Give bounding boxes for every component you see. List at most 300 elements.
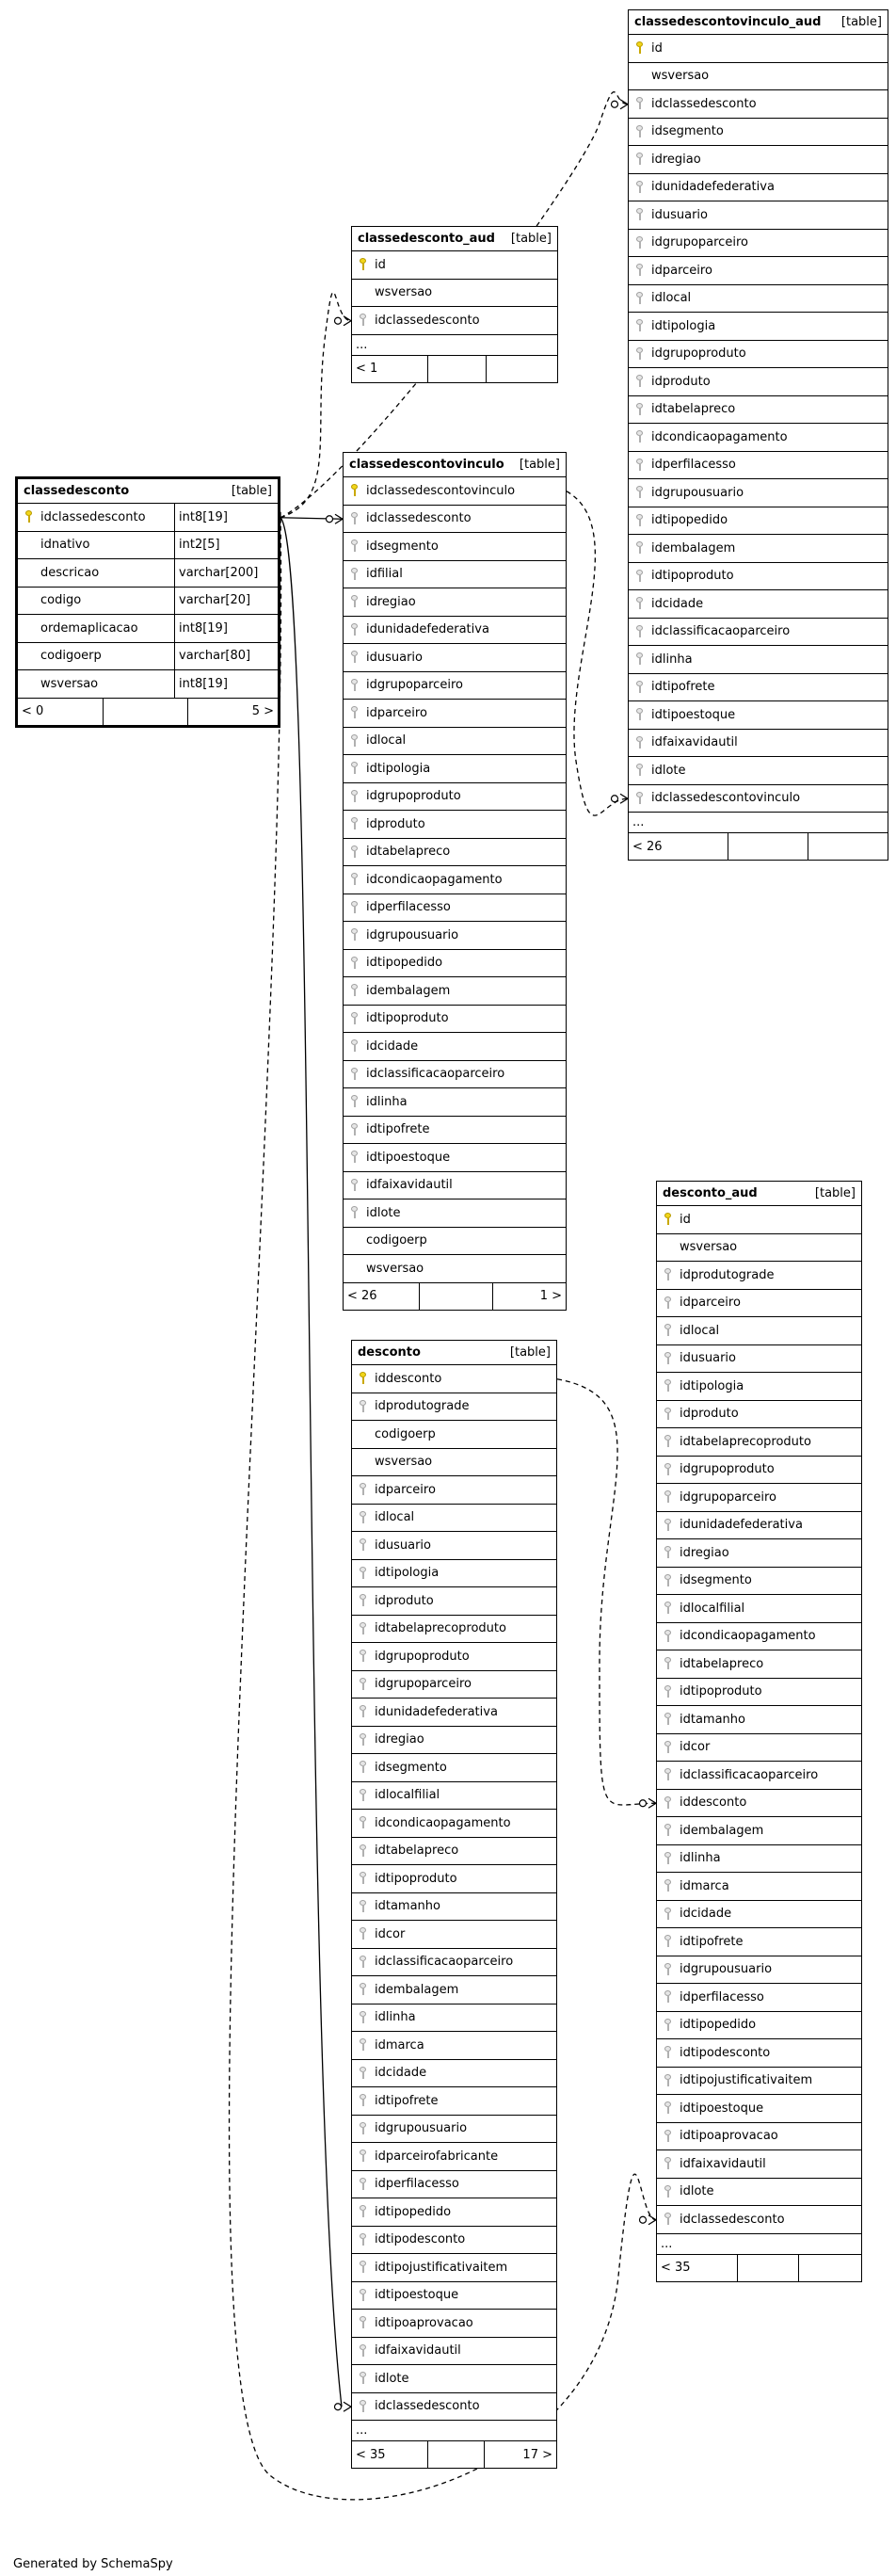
column-row[interactable] [657, 1956, 861, 1985]
column-row[interactable] [344, 1061, 566, 1089]
column-name[interactable]: idtipoproduto [680, 1684, 762, 1699]
column-name[interactable]: idsegmento [680, 1573, 752, 1588]
column-name[interactable]: idnativo [40, 538, 90, 553]
column-name[interactable]: idfaixavidautil [366, 1178, 453, 1193]
column-name[interactable]: idtamanho [680, 1712, 745, 1727]
column-name[interactable]: idtipoestoque [366, 1150, 451, 1165]
column-name[interactable]: idproduto [366, 816, 425, 831]
column-name[interactable]: idtipoestoque [680, 2101, 764, 2116]
column-row[interactable] [657, 1623, 861, 1651]
column-row[interactable] [344, 950, 566, 978]
column-name[interactable]: idtabelapreco [680, 1656, 764, 1671]
column-row[interactable] [344, 700, 566, 728]
column-row[interactable] [352, 1476, 556, 1505]
column-name[interactable]: idgrupoparceiro [651, 235, 748, 250]
column-row[interactable] [657, 1373, 861, 1401]
column-name[interactable]: idlote [680, 2184, 714, 2199]
column-name[interactable]: idusuario [375, 1538, 431, 1553]
column-row[interactable] [352, 2393, 556, 2422]
column-row[interactable] [657, 2179, 861, 2207]
column-name[interactable]: idusuario [680, 1351, 736, 1366]
column-name[interactable]: idtipoproduto [651, 569, 734, 584]
column-name[interactable]: idproduto [680, 1407, 739, 1422]
column-name[interactable]: codigo [40, 593, 82, 608]
column-name[interactable]: idclassedescontovinculo [651, 791, 801, 806]
column-row[interactable] [629, 230, 888, 258]
column-name[interactable]: idfaixavidautil [680, 2156, 766, 2171]
column-name[interactable]: idclassedescontovinculo [366, 483, 516, 498]
column-row[interactable] [629, 201, 888, 230]
table-name[interactable]: classedesconto_aud [358, 232, 495, 246]
column-name[interactable]: idprodutograde [375, 1399, 470, 1414]
column-row[interactable] [352, 2143, 556, 2171]
column-row[interactable] [657, 1762, 861, 1790]
column-row[interactable] [344, 1255, 566, 1283]
column-name[interactable]: idsegmento [375, 1760, 447, 1775]
column-row[interactable] [344, 533, 566, 561]
column-name[interactable]: ordemaplicacao [40, 620, 138, 636]
column-name[interactable]: idlocalfilial [680, 1601, 745, 1616]
column-row[interactable] [344, 672, 566, 700]
column-row[interactable] [352, 1782, 556, 1811]
column-name[interactable]: idfaixavidautil [375, 2343, 461, 2359]
column-name[interactable]: codigoerp [40, 649, 102, 664]
column-name[interactable]: idclassificacaoparceiro [375, 1955, 514, 1970]
column-row[interactable] [352, 1810, 556, 1838]
column-row[interactable] [657, 1706, 861, 1734]
column-name[interactable]: idtipoaprovacao [375, 2315, 473, 2330]
column-row[interactable] [629, 63, 888, 91]
column-row[interactable] [657, 1984, 861, 2012]
column-name[interactable]: idlocal [366, 733, 407, 749]
column-row[interactable] [344, 561, 566, 589]
column-row[interactable] [657, 2095, 861, 2123]
column-row[interactable] [344, 977, 566, 1006]
column-name[interactable]: idperfilacesso [680, 1989, 764, 2004]
column-row[interactable] [352, 1671, 556, 1699]
column-row[interactable] [657, 1290, 861, 1318]
column-name[interactable]: codigoerp [366, 1233, 427, 1248]
column-row[interactable] [629, 590, 888, 619]
column-row[interactable] [657, 1345, 861, 1374]
column-name[interactable]: id [680, 1212, 691, 1227]
column-name[interactable]: wsversao [375, 285, 433, 300]
column-name[interactable]: wsversao [680, 1240, 738, 1255]
column-name[interactable]: idlinha [651, 652, 693, 667]
column-row[interactable] [344, 1088, 566, 1117]
column-name[interactable]: idclassedesconto [680, 2212, 785, 2227]
column-name[interactable]: idclassedesconto [375, 2399, 480, 2414]
column-name[interactable]: idgrupoproduto [366, 789, 461, 804]
column-name[interactable]: idclassedesconto [40, 509, 146, 524]
column-name[interactable]: idcondicaopagamento [366, 872, 503, 887]
column-row[interactable] [657, 1568, 861, 1596]
column-row[interactable] [657, 1484, 861, 1512]
column-name[interactable]: idlote [375, 2371, 409, 2386]
column-name[interactable]: idtipofrete [366, 1122, 430, 1137]
column-row[interactable] [657, 1650, 861, 1679]
column-name[interactable]: idtipodesconto [375, 2232, 466, 2247]
column-name[interactable]: idtipojustificativaitem [375, 2260, 508, 2275]
foreign-key-icon [352, 1872, 373, 1885]
column-row[interactable] [352, 1616, 556, 1644]
column-name[interactable]: id [375, 257, 386, 272]
column-row[interactable] [344, 477, 566, 506]
table-classedesconto_aud[interactable] [351, 226, 558, 383]
column-name[interactable]: wsversao [651, 69, 710, 84]
column-name[interactable]: idproduto [375, 1593, 434, 1608]
column-name[interactable]: idgrupousuario [651, 485, 744, 500]
column-name[interactable]: idtipologia [366, 761, 431, 776]
foreign-key-icon [352, 1650, 373, 1663]
column-name[interactable]: idlote [366, 1205, 401, 1220]
column-name[interactable]: idlocalfilial [375, 1788, 440, 1803]
table-classedescontovinculo[interactable] [343, 452, 567, 1311]
column-row[interactable] [352, 280, 557, 308]
column-name[interactable]: wsversao [375, 1455, 433, 1470]
column-row[interactable] [629, 563, 888, 591]
column-name[interactable]: idmarca [375, 2037, 424, 2053]
column-row[interactable] [629, 730, 888, 758]
column-name[interactable]: idtipopedido [680, 2018, 757, 2033]
column-name[interactable]: idusuario [366, 650, 423, 665]
column-row[interactable] [18, 643, 278, 671]
column-row[interactable] [344, 922, 566, 950]
column-row[interactable] [657, 2012, 861, 2040]
column-name[interactable]: idcidade [366, 1038, 419, 1054]
column-row[interactable] [352, 2310, 556, 2338]
column-name[interactable]: idtipoestoque [651, 707, 736, 722]
column-row[interactable] [629, 646, 888, 674]
column-name[interactable]: idcor [375, 1926, 406, 1941]
column-name[interactable]: idunidadefederativa [680, 1518, 803, 1533]
column-name[interactable]: idcondicaopagamento [680, 1629, 816, 1644]
column-row[interactable] [629, 313, 888, 341]
column-row[interactable] [344, 866, 566, 894]
column-row[interactable] [344, 1033, 566, 1061]
column-row[interactable] [352, 1727, 556, 1755]
column-name[interactable]: idtipojustificativaitem [680, 2073, 813, 2088]
column-row[interactable] [629, 119, 888, 147]
column-row[interactable] [352, 1838, 556, 1866]
column-name[interactable]: idfilial [366, 567, 403, 582]
column-name[interactable]: idregiao [366, 594, 416, 609]
column-row[interactable] [629, 452, 888, 480]
column-name[interactable]: idperfilacesso [651, 458, 736, 473]
column-name[interactable]: idlinha [680, 1851, 721, 1866]
column-row[interactable] [344, 1006, 566, 1034]
table-name[interactable]: desconto [358, 1345, 421, 1360]
column-row[interactable] [629, 90, 888, 119]
column-row[interactable] [344, 755, 566, 783]
column-name[interactable]: idclassificacaoparceiro [680, 1767, 819, 1782]
column-name[interactable]: idtabelaprecoproduto [375, 1621, 506, 1636]
column-row[interactable] [657, 1873, 861, 1901]
column-row[interactable] [18, 504, 278, 532]
column-row[interactable] [352, 2338, 556, 2366]
column-row[interactable] [657, 2150, 861, 2179]
column-row[interactable] [352, 1560, 556, 1588]
column-row[interactable] [344, 588, 566, 617]
column-row[interactable] [352, 1699, 556, 1727]
column-name[interactable]: idfaixavidautil [651, 735, 738, 750]
column-row[interactable] [657, 1234, 861, 1263]
column-name[interactable]: idcidade [651, 596, 704, 611]
column-name[interactable]: idclassedesconto [366, 511, 472, 526]
column-row[interactable] [352, 2116, 556, 2144]
column-row[interactable] [657, 1734, 861, 1763]
table-classedesconto[interactable] [15, 476, 280, 728]
column-row[interactable] [344, 506, 566, 534]
column-name[interactable]: idtipoproduto [375, 1871, 457, 1886]
column-name[interactable]: idgrupoparceiro [366, 678, 463, 693]
column-name[interactable]: idtipofrete [680, 1934, 744, 1949]
column-name[interactable]: idtipoestoque [375, 2288, 459, 2303]
column-name[interactable]: idtipopedido [651, 513, 728, 528]
column-name[interactable]: idsegmento [366, 539, 439, 554]
column-name[interactable]: idparceirofabricante [375, 2149, 499, 2164]
column-row[interactable] [629, 424, 888, 452]
column-name[interactable]: wsversao [40, 676, 99, 691]
column-name[interactable]: idtipofrete [651, 680, 715, 695]
column-row[interactable] [352, 307, 557, 335]
column-row[interactable] [352, 1643, 556, 1671]
table-name[interactable]: classedescontovinculo [349, 458, 504, 472]
column-name[interactable]: idunidadefederativa [366, 622, 489, 637]
column-row[interactable] [629, 757, 888, 785]
column-name[interactable]: id [651, 40, 663, 56]
column-row[interactable] [629, 285, 888, 314]
foreign-key-icon [344, 873, 364, 886]
column-name[interactable]: idtipoproduto [366, 1011, 449, 1026]
column-name[interactable]: idusuario [651, 207, 708, 222]
column-row[interactable] [629, 396, 888, 425]
column-row[interactable] [657, 1401, 861, 1429]
column-row[interactable] [352, 1365, 556, 1393]
column-row[interactable] [657, 1817, 861, 1845]
column-row[interactable] [352, 1421, 556, 1449]
column-row[interactable] [657, 1317, 861, 1345]
column-row[interactable] [629, 146, 888, 174]
column-name[interactable]: idlinha [366, 1094, 408, 1109]
column-name[interactable]: idunidadefederativa [375, 1704, 498, 1719]
column-row[interactable] [352, 1532, 556, 1560]
column-name[interactable]: idgrupousuario [680, 1962, 773, 1977]
column-name[interactable]: idgrupoparceiro [375, 1677, 472, 1692]
column-name[interactable]: idregiao [680, 1545, 729, 1560]
table-name[interactable]: classedescontovinculo_aud [634, 15, 822, 29]
column-row[interactable] [18, 670, 278, 699]
column-row[interactable] [344, 839, 566, 867]
column-row[interactable] [344, 617, 566, 645]
column-row[interactable] [657, 2206, 861, 2234]
column-row[interactable] [18, 559, 278, 588]
column-name[interactable]: idtabelapreco [375, 1843, 459, 1859]
column-row[interactable] [352, 1587, 556, 1616]
column-name[interactable]: idlocal [680, 1323, 720, 1338]
column-row[interactable] [629, 35, 888, 63]
column-row[interactable] [657, 1262, 861, 1290]
column-name[interactable]: idparceiro [366, 705, 427, 720]
column-row[interactable] [629, 257, 888, 285]
column-name[interactable]: idcondicaopagamento [375, 1815, 511, 1830]
column-row[interactable] [657, 1457, 861, 1485]
column-row[interactable] [657, 2068, 861, 2096]
column-name[interactable]: idparceiro [651, 263, 712, 278]
column-row[interactable] [352, 251, 557, 280]
column-row[interactable] [344, 1228, 566, 1256]
column-row[interactable] [352, 1754, 556, 1782]
column-name[interactable]: idclassedesconto [375, 313, 480, 328]
column-row[interactable] [344, 1172, 566, 1200]
column-row[interactable] [657, 1595, 861, 1623]
column-name[interactable]: idregiao [651, 152, 701, 167]
column-name[interactable]: idgrupousuario [366, 927, 459, 942]
column-row[interactable] [352, 2198, 556, 2227]
column-row[interactable] [352, 2060, 556, 2088]
column-row[interactable] [657, 1539, 861, 1568]
column-row[interactable] [352, 1505, 556, 1533]
column-row[interactable] [629, 507, 888, 536]
column-row[interactable] [657, 1512, 861, 1540]
column-row[interactable] [352, 1921, 556, 1949]
column-name[interactable]: idcidade [680, 1907, 732, 1922]
column-row[interactable] [352, 2004, 556, 2033]
column-row[interactable] [657, 1679, 861, 1707]
column-name[interactable]: idclassificacaoparceiro [366, 1067, 505, 1082]
table-desconto[interactable] [351, 1340, 557, 2469]
column-name[interactable]: codigoerp [375, 1426, 436, 1441]
column-name[interactable]: idtipoaprovacao [680, 2129, 778, 2144]
column-row[interactable] [629, 479, 888, 507]
column-row[interactable] [657, 1790, 861, 1818]
column-row[interactable] [352, 2171, 556, 2199]
column-name[interactable]: idclassificacaoparceiro [651, 624, 791, 639]
column-name[interactable]: idcondicaopagamento [651, 429, 788, 444]
table-classedescontovinculo_aud[interactable] [628, 9, 888, 861]
column-name[interactable]: idlocal [651, 291, 692, 306]
column-row[interactable] [657, 1428, 861, 1457]
column-row[interactable] [629, 535, 888, 563]
column-row[interactable] [344, 811, 566, 839]
column-row[interactable] [629, 619, 888, 647]
column-row[interactable] [657, 1901, 861, 1929]
column-row[interactable] [657, 1845, 861, 1874]
column-name[interactable]: idregiao [375, 1732, 424, 1747]
column-name[interactable]: idmarca [680, 1878, 729, 1893]
column-row[interactable] [352, 2282, 556, 2310]
column-row[interactable] [352, 2254, 556, 2282]
table-desconto_aud[interactable] [656, 1181, 862, 2282]
column-row[interactable] [352, 1976, 556, 2004]
column-row[interactable] [657, 2123, 861, 2151]
column-name[interactable]: iddesconto [680, 1795, 747, 1811]
column-name[interactable]: idtipologia [375, 1566, 440, 1581]
column-row[interactable] [18, 588, 278, 616]
table-name[interactable]: classedesconto [24, 484, 130, 498]
column-name[interactable]: idtamanho [375, 1899, 440, 1914]
column-row[interactable] [344, 1117, 566, 1145]
column-row[interactable] [352, 1449, 556, 1477]
column-name[interactable]: idembalagem [651, 540, 736, 555]
column-row[interactable] [352, 1865, 556, 1893]
column-row[interactable] [344, 1199, 566, 1228]
table-name[interactable]: desconto_aud [663, 1186, 758, 1200]
column-name[interactable]: idtipologia [680, 1378, 744, 1393]
column-name[interactable]: idtabelapreco [366, 845, 451, 860]
column-row[interactable] [352, 1393, 556, 1422]
column-name[interactable]: idproduto [651, 374, 711, 389]
column-row[interactable] [18, 532, 278, 560]
column-row[interactable] [657, 1928, 861, 1956]
column-name[interactable]: idtabelaprecoproduto [680, 1434, 811, 1449]
column-name[interactable]: idgrupoproduto [375, 1649, 470, 1664]
column-row[interactable] [657, 2039, 861, 2068]
column-name[interactable]: idtipopedido [375, 2204, 452, 2219]
column-row[interactable] [352, 2227, 556, 2255]
column-name[interactable]: idtipofrete [375, 2093, 439, 2108]
column-name[interactable]: idparceiro [375, 1482, 436, 1497]
column-row[interactable] [629, 785, 888, 813]
column-name[interactable]: idperfilacesso [366, 900, 451, 915]
column-row[interactable] [344, 728, 566, 756]
column-name[interactable]: idembalagem [375, 1982, 459, 1997]
column-name[interactable]: idgrupoproduto [651, 346, 746, 362]
column-name[interactable]: idtipopedido [366, 956, 443, 971]
column-row[interactable] [629, 174, 888, 202]
column-name[interactable]: idtipologia [651, 318, 716, 333]
column-row[interactable] [629, 368, 888, 396]
column-row[interactable] [352, 2087, 556, 2116]
column-name[interactable]: wsversao [366, 1261, 424, 1276]
column-row[interactable] [352, 1893, 556, 1922]
column-name[interactable]: idgrupoparceiro [680, 1489, 776, 1505]
column-name[interactable]: idprodutograde [680, 1267, 775, 1282]
column-row[interactable] [344, 894, 566, 923]
column-name[interactable]: idperfilacesso [375, 2177, 459, 2192]
column-name[interactable]: idparceiro [680, 1296, 741, 1311]
column-name[interactable]: idtabelapreco [651, 402, 736, 417]
column-row[interactable] [629, 341, 888, 369]
column-name[interactable]: idclassedesconto [651, 96, 757, 111]
column-name[interactable]: idcor [680, 1740, 711, 1755]
column-name[interactable]: idembalagem [680, 1823, 764, 1838]
column-row[interactable] [352, 2365, 556, 2393]
foreign-key-icon [657, 2157, 678, 2170]
column-row[interactable] [344, 783, 566, 812]
column-name[interactable]: iddesconto [375, 1371, 442, 1386]
column-row[interactable] [352, 1949, 556, 1977]
column-name[interactable]: idlocal [375, 1510, 415, 1525]
column-row[interactable] [18, 615, 278, 643]
column-name[interactable]: descricao [40, 565, 100, 580]
column-row[interactable] [657, 1206, 861, 1234]
column-row[interactable] [629, 674, 888, 702]
column-name[interactable]: idembalagem [366, 983, 451, 998]
column-name[interactable]: idlote [651, 763, 686, 778]
column-name[interactable]: idtipodesconto [680, 2045, 771, 2060]
column-name[interactable]: idsegmento [651, 124, 724, 139]
column-row[interactable] [344, 644, 566, 672]
column-name[interactable]: idcidade [375, 2066, 427, 2081]
column-name[interactable]: idunidadefederativa [651, 180, 775, 195]
column-row[interactable] [629, 701, 888, 730]
column-name[interactable]: idgrupoproduto [680, 1462, 775, 1477]
column-row[interactable] [344, 1144, 566, 1172]
column-row[interactable] [352, 2032, 556, 2060]
column-name[interactable]: idgrupousuario [375, 2121, 468, 2136]
column-name[interactable]: idlinha [375, 2010, 416, 2025]
